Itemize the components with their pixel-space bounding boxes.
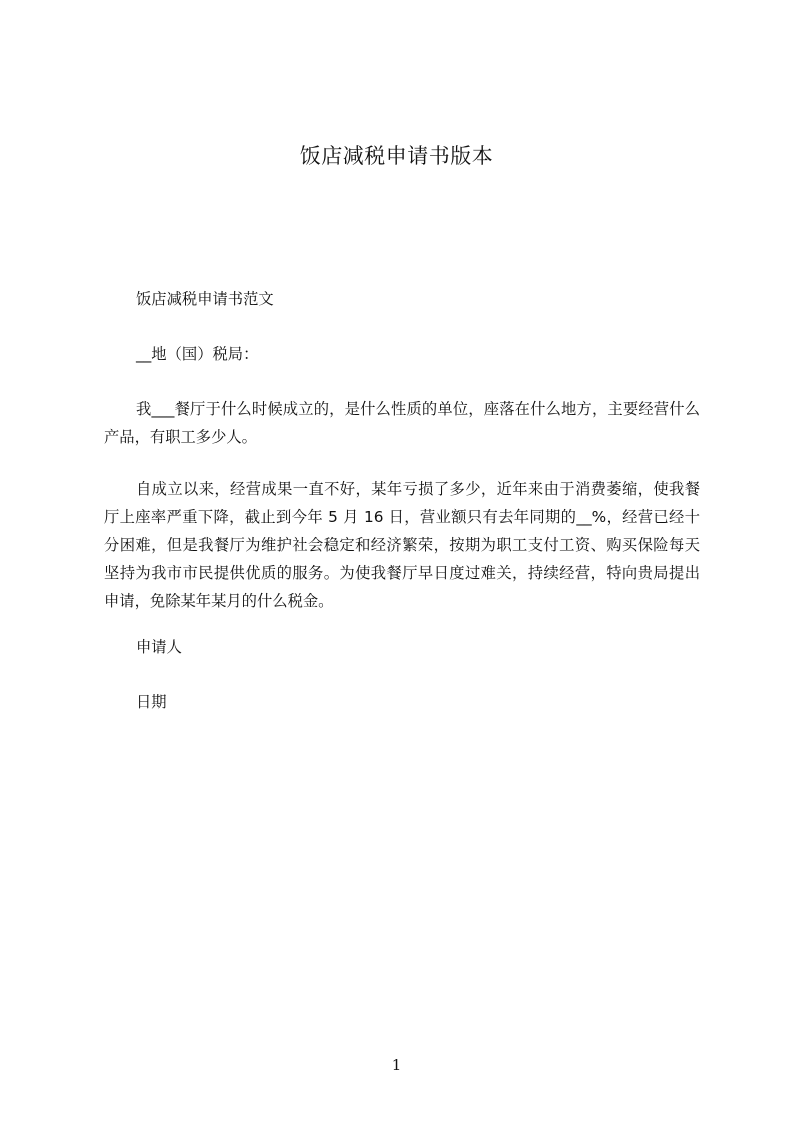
intro-paragraph-block <box>104 395 700 451</box>
document-title: 饭店减税申请书版本 <box>299 144 494 168</box>
signature-block <box>104 633 700 661</box>
page-number: 1 <box>391 1056 402 1074</box>
document-subtitle-block <box>104 285 700 313</box>
date-block <box>104 688 700 716</box>
document-subtitle: 饭店减税申请书范文 <box>136 290 274 308</box>
signature-label: 申请人 <box>136 638 182 656</box>
intro-paragraph: 我___餐厅于什么时候成立的，是什么性质的单位，座落在什么地方，主要经营什么产品，有职工多少人。 <box>104 400 700 446</box>
main-paragraph: 自成立以来，经营成果一直不好，某年亏损了多少，近年来由于消费萎缩，使我餐厅上座率严重下降，截止到今年 5 月 16 日，营业额只有去年同期的__%，经营已经十分困难，但是我餐厅为维护社会稳定和经济繁荣，按期为职工支付工资、购买保险每天坚持为我市市民提供优质的服务。为使我餐厅早日度过难关，持续经营，特向贵局提出申请，免除某年某月的什么税金。 <box>104 480 700 610</box>
date-label: 日期 <box>136 693 167 711</box>
main-paragraph-block <box>104 475 700 615</box>
addressee-block <box>104 340 700 368</box>
addressee-line: __地（国）税局： <box>136 345 259 363</box>
